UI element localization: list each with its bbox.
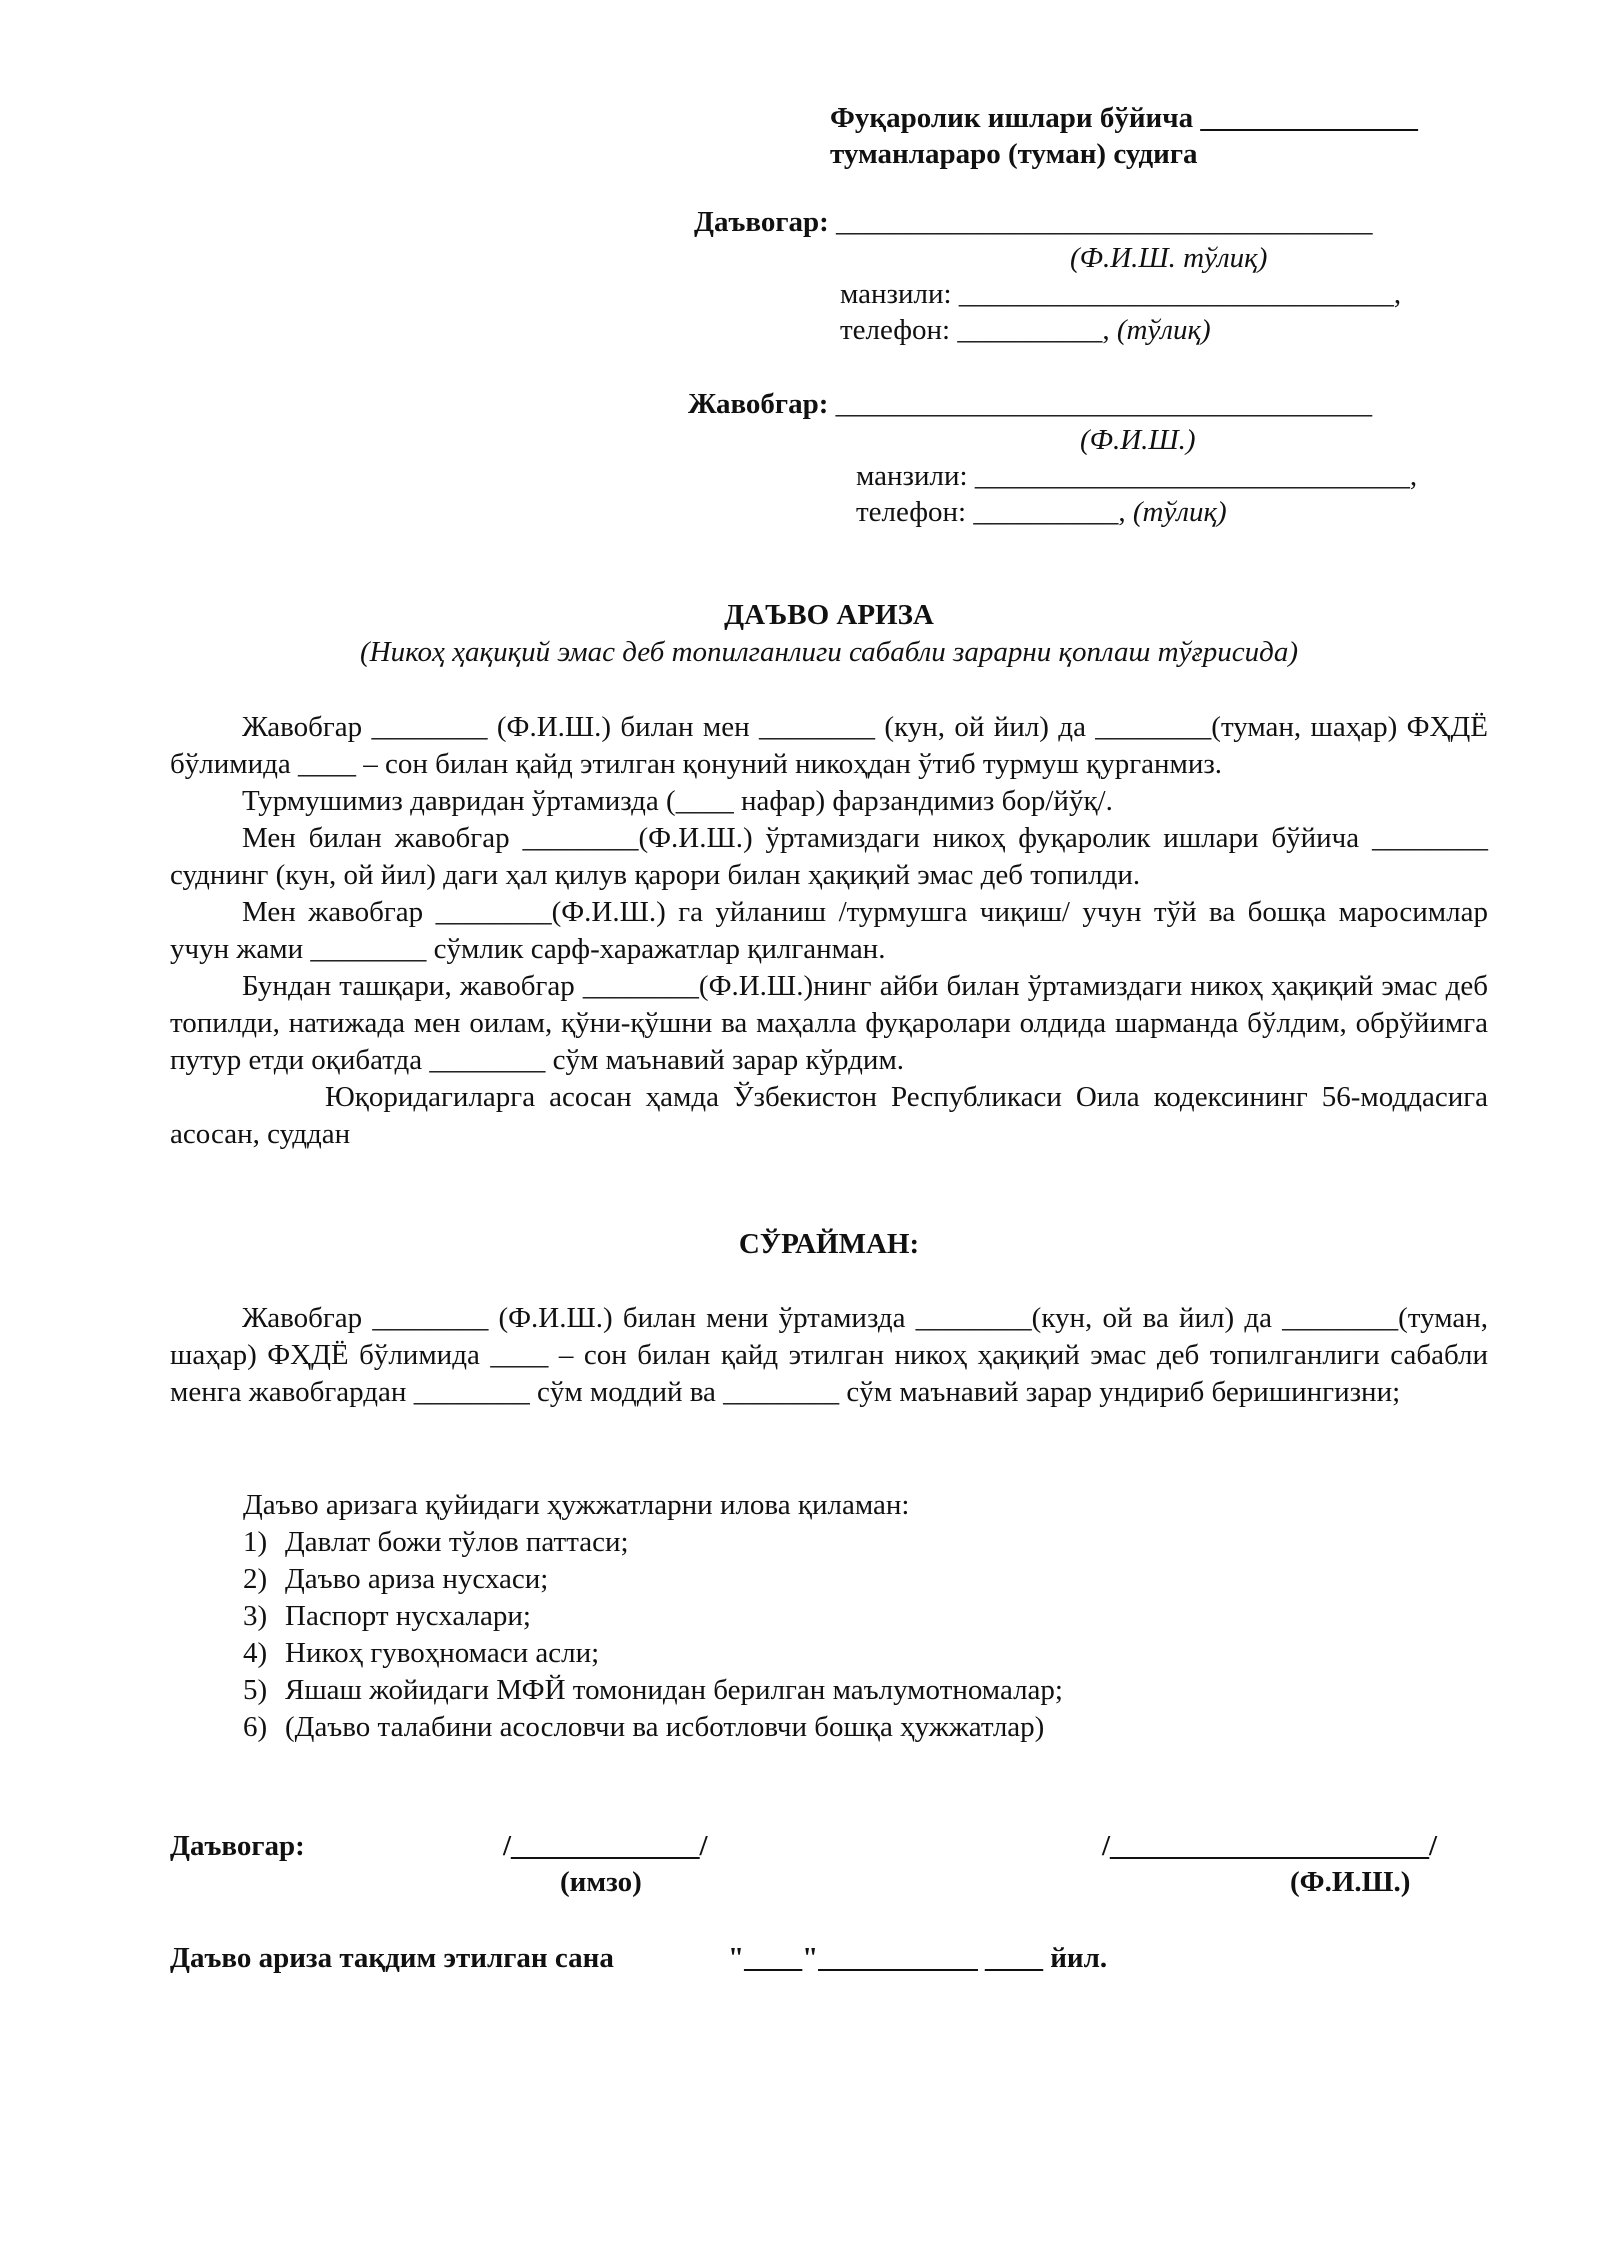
plaintiff-name-blank: _____________________________________ — [836, 206, 1373, 238]
full-name-line: /______________________/ — [1102, 1830, 1438, 1862]
list-item-text: Паспорт нусхалари; — [285, 1600, 531, 1632]
list-item-text: Никоҳ гувоҳномаси асли; — [285, 1637, 600, 1669]
plaintiff-label: Даъвогар: — [694, 206, 829, 238]
attachments-intro: Даъво аризага қуйидаги ҳужжатларни илова қиламан: — [243, 1489, 910, 1521]
list-item-number: 3) — [243, 1600, 268, 1632]
plaintiff-name-hint: (Ф.И.Ш. тўлиқ) — [1070, 242, 1268, 274]
plaintiff-address: манзили: ______________________________, — [840, 278, 1402, 310]
submission-date-value: "____"___________ ____ йил. — [728, 1942, 1108, 1974]
list-item — [243, 1598, 1063, 1635]
document-subtitle: (Никоҳ ҳақиқий эмас деб топилганлиги сабабли зарарни қоплаш тўғрисида) — [359, 636, 1299, 668]
defendant-phone-hint: (тўлиқ) — [1132, 496, 1227, 528]
defendant-phone — [856, 494, 1227, 530]
list-item-number: 5) — [243, 1674, 268, 1706]
plaintiff-phone — [840, 312, 1211, 348]
body-paragraph: Мен билан жавобгар ________(Ф.И.Ш.) ўртамиздаги никоҳ фуқаролик ишлари бўйича ________ суднинг (кун, ой йил) даги ҳал қилув қарори билан ҳақиқий эмас деб топилди. — [170, 822, 1488, 891]
list-item-text: Давлат божи тўлов паттаси; — [285, 1526, 629, 1558]
list-item — [243, 1635, 1063, 1672]
court-line-2: туманлараро (туман) судига — [830, 138, 1198, 170]
request-paragraph: Жавобгар ________ (Ф.И.Ш.) билан мени ўртамизда ________(кун, ой ва йил) да ________(туман, шаҳар) ФҲДЁ бўлимида ____ – сон билан қайд этилган никоҳ ҳақиқий эмас деб топилганлиги сабабли менга жавобгардан ________ сўм моддий ва ________ сўм маънавий зарар ундириб беришингизни; — [170, 1302, 1488, 1408]
body-paragraph: Жавобгар ________ (Ф.И.Ш.) билан мен ________ (кун, ой йил) да ________(туман, шаҳар) ФҲДЁ бўлимида ____ – сон билан қайд этилган қонуний никоҳдан ўтиб турмуш қурганмиз. — [170, 711, 1488, 780]
defendant-line — [688, 386, 1372, 422]
list-item — [243, 1561, 1063, 1598]
list-item-text: Даъво ариза нусхаси; — [285, 1563, 549, 1595]
plaintiff-phone-hint: (тўлиқ) — [1116, 314, 1211, 346]
plaintiff-phone-prefix: телефон: __________, — [840, 314, 1117, 346]
list-item-number: 1) — [243, 1526, 268, 1558]
body-paragraph: Турмушимиз давридан ўртамизда (____ нафар) фарзандимиз бор/йўқ/. — [242, 785, 1113, 817]
plaintiff-line — [694, 204, 1373, 240]
defendant-address: манзили: ______________________________, — [856, 460, 1418, 492]
signature-line: /_____________/ — [503, 1830, 708, 1862]
request-block — [170, 1300, 1488, 1411]
body-paragraph: Мен жавобгар ________(Ф.И.Ш.) га уйланиш /турмушга чиқиш/ учун тўй ва бошқа маросимлар учун жами ________ сўмлик сарф-харажатлар қилганман. — [170, 896, 1488, 965]
signature-hint: (имзо) — [560, 1866, 642, 1898]
list-item-number: 6) — [243, 1711, 268, 1743]
list-item — [243, 1524, 1063, 1561]
claim-body — [170, 709, 1488, 1153]
list-item-text: Яшаш жойидаги МФЙ томонидан берилган маълумотномалар; — [285, 1674, 1063, 1706]
list-item-text: (Даъво талабини асословчи ва исботловчи бошқа ҳужжатлар) — [285, 1711, 1045, 1743]
defendant-name-hint: (Ф.И.Ш.) — [1080, 424, 1196, 456]
list-item-number: 4) — [243, 1637, 268, 1669]
signature-label: Даъвогар: — [170, 1830, 305, 1862]
body-paragraph: Бундан ташқари, жавобгар ________(Ф.И.Ш.)нинг айби билан ўртамиздаги никоҳ ҳақиқий эмас деб топилди, натижада мен оилам, қўни-қўшни ва маҳалла фуқаролари олдида шарманда бўлдим, обрўйимга путур етди оқибатда ________ сўм маънавий зарар кўрдим. — [170, 970, 1488, 1076]
list-item-number: 2) — [243, 1563, 268, 1595]
submission-date-label: Даъво ариза тақдим этилган сана — [170, 1942, 614, 1974]
list-item — [243, 1672, 1063, 1709]
body-paragraph: Юқоридагиларга асосан ҳамда Ўзбекистон Республикаси Оила кодексининг 56-моддасига асосан, суддан — [170, 1081, 1488, 1150]
court-line-1: Фуқаролик ишлари бўйича _______________ — [830, 102, 1418, 134]
full-name-hint: (Ф.И.Ш.) — [1290, 1866, 1411, 1898]
defendant-label: Жавобгар: — [688, 388, 829, 420]
attachments-list — [243, 1524, 1063, 1746]
list-item — [243, 1709, 1063, 1746]
defendant-phone-prefix: телефон: __________, — [856, 496, 1133, 528]
request-heading: СЎРАЙМАН: — [738, 1228, 920, 1260]
document-title: ДАЪВО АРИЗА — [724, 599, 934, 631]
defendant-name-blank: _____________________________________ — [835, 388, 1373, 420]
